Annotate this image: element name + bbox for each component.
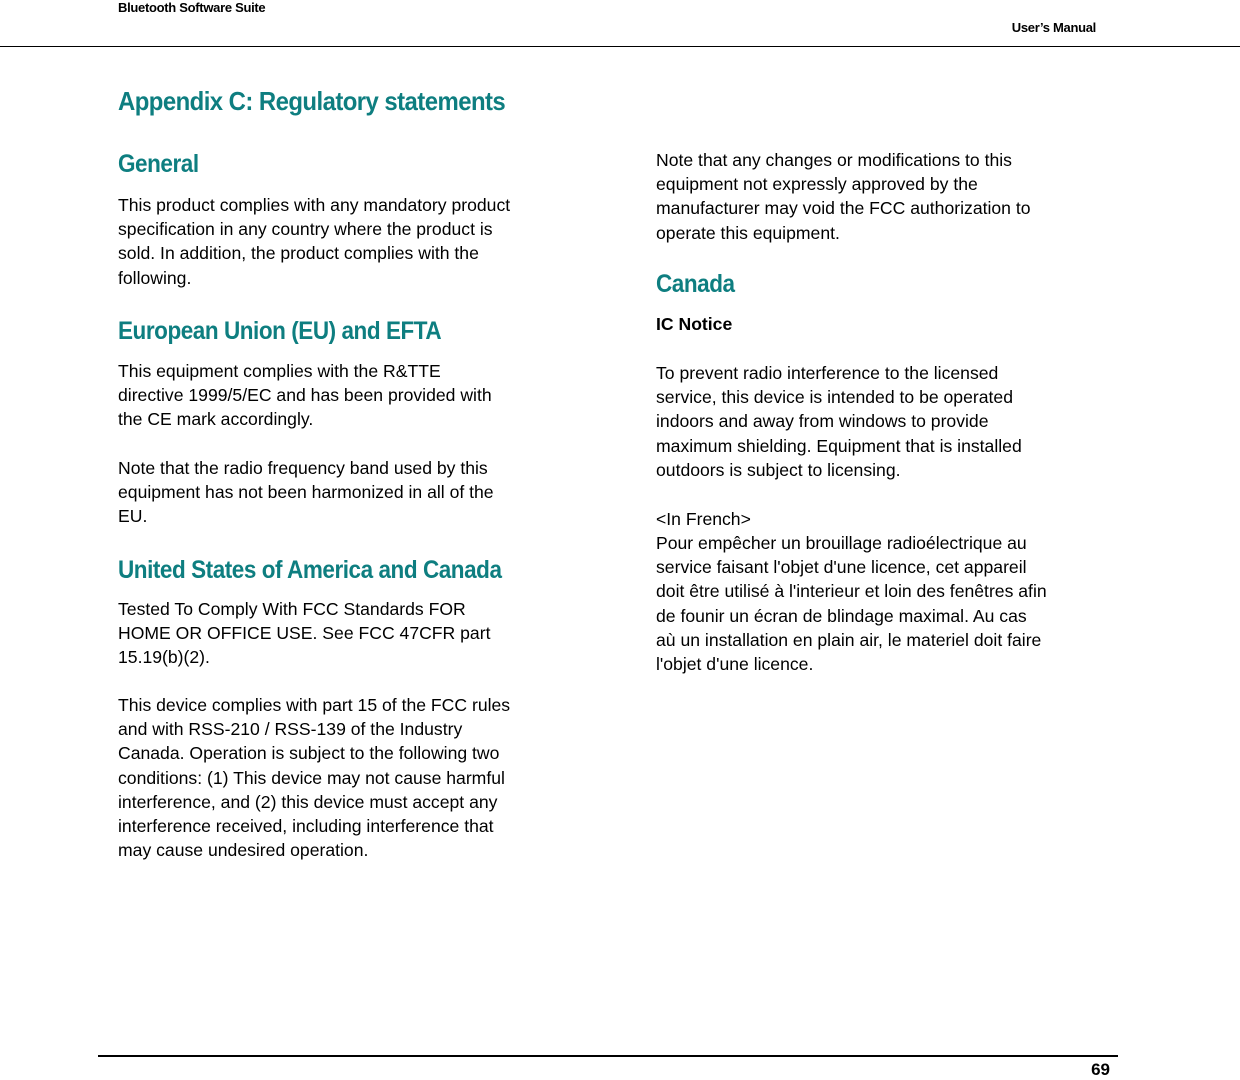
canada-paragraph-english: To prevent radio interference to the licensed service, this device is intended to be operated indoors and away from windows to provide maximum shielding. Equipment that is installed outdoors is subject to licensing.	[656, 363, 1022, 480]
footer-divider	[98, 1055, 1118, 1057]
running-header-manual: User’s Manual	[1011, 20, 1096, 35]
french-label: <In French>	[656, 509, 751, 529]
fcc-modification-note: Note that any changes or modifications to this equipment not expressly approved by the manufacturer may void the FCC authorization to operate this equipment.	[656, 150, 1031, 243]
usa-paragraph-2: This device complies with part 15 of the FCC rules and with RSS-210 / RSS-139 of the Industry Canada. Operation is subject to the following two conditions: (1) This device may not cause harmful interference, and (2) this device must accept any interference received, including interference that may cause undesired operation.	[118, 695, 511, 861]
page-title: Appendix C: Regulatory statements	[118, 86, 506, 116]
general-paragraph: This product complies with any mandatory product specification in any country where the product is sold. In addition, the product complies with the following.	[118, 195, 511, 288]
ic-notice-label: IC Notice	[656, 314, 733, 334]
canada-paragraph-french: Pour empêcher un brouillage radioélectrique au service faisant l'objet d'une licence, cet appareil doit être utilisé à l'interieur et loin des fenêtres afin de founir un écran de blindage maximal. Au cas aù un installation en plain air, le materiel doit faire l'objet d'une licence.	[656, 533, 1047, 675]
section-heading-canada: Canada	[656, 270, 735, 298]
header-divider	[0, 46, 1240, 47]
page-number: 69	[1091, 1060, 1110, 1079]
section-heading-general: General	[118, 150, 199, 178]
eu-paragraph-2: Note that the radio frequency band used by this equipment has not been harmonized in all of the EU.	[118, 458, 494, 527]
running-header-title: Bluetooth Software Suite	[118, 0, 266, 15]
eu-paragraph-1: This equipment complies with the R&TTE directive 1999/5/EC and has been provided with the CE mark accordingly.	[118, 361, 492, 430]
section-heading-usa: United States of America and Canada	[118, 556, 502, 584]
usa-paragraph-1: Tested To Comply With FCC Standards FOR HOME OR OFFICE USE. See FCC 47CFR part 15.19(b)(2).	[118, 599, 491, 668]
section-heading-eu: European Union (EU) and EFTA	[118, 317, 442, 345]
